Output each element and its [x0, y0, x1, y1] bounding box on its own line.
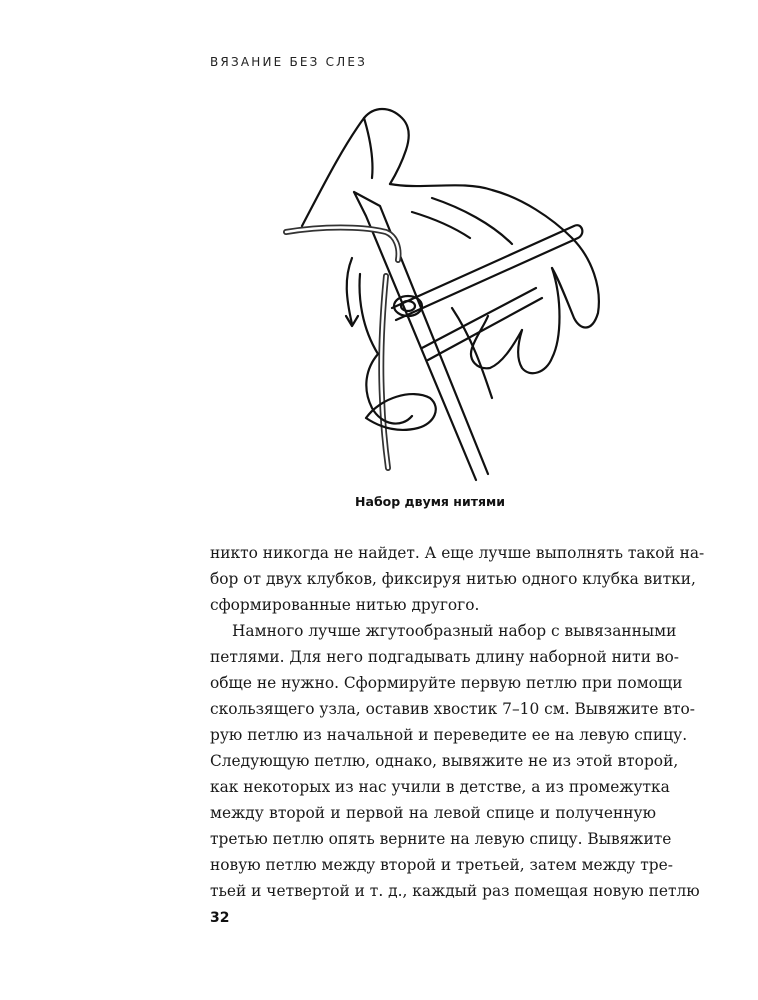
thumb-outline: [302, 109, 409, 226]
text-line: тьей и четвертой и т. д., каждый раз помещая новую петлю: [210, 882, 700, 900]
text-line: сформированные нитью другого.: [210, 596, 480, 614]
page-number: 32: [210, 910, 230, 926]
figure-caption: Набор двумя нитями: [355, 494, 505, 509]
running-head: ВЯЗАНИЕ БЕЗ СЛЕЗ: [210, 55, 368, 69]
text-line: обще не нужно. Сформируйте первую петлю при помощи: [210, 674, 683, 692]
thumb-inner: [364, 118, 373, 178]
text-line: бор от двух клубков, фиксируя нитью одного клубка витки,: [210, 570, 696, 588]
text-line: Намного лучше жгутообразный набор с вывязанными: [232, 622, 677, 640]
text-line: никто никогда не найдет. А еще лучше выполнять такой на-: [210, 544, 705, 562]
text-line: Следующую петлю, однако, вывяжите не из этой второй,: [210, 752, 679, 770]
right-needle-lower: [422, 288, 542, 360]
text-line: третью петлю опять верните на левую спицу. Вывяжите: [210, 830, 672, 848]
text-line: новую петлю между второй и третьей, затем между тре-: [210, 856, 673, 874]
text-line: скользящего узла, оставив хвостик 7–10 см. Вывяжите вто-: [210, 700, 696, 718]
lower-finger: [366, 394, 436, 430]
text-line: между второй и первой на левой спице и полученную: [210, 804, 656, 822]
hand-finger-1: [518, 268, 559, 373]
text-line: рую петлю из начальной и переведите ее на левую спицу.: [210, 726, 688, 744]
text-line: петлями. Для него подгадывать длину наборной нити во-: [210, 648, 679, 666]
direction-arrow: [347, 258, 352, 324]
body-text: [210, 540, 705, 904]
hand-palm-lines: [412, 198, 512, 244]
text-line: как некоторых из нас учили в детстве, а из промежутка: [210, 778, 670, 796]
knitting-illustration: [262, 98, 622, 488]
